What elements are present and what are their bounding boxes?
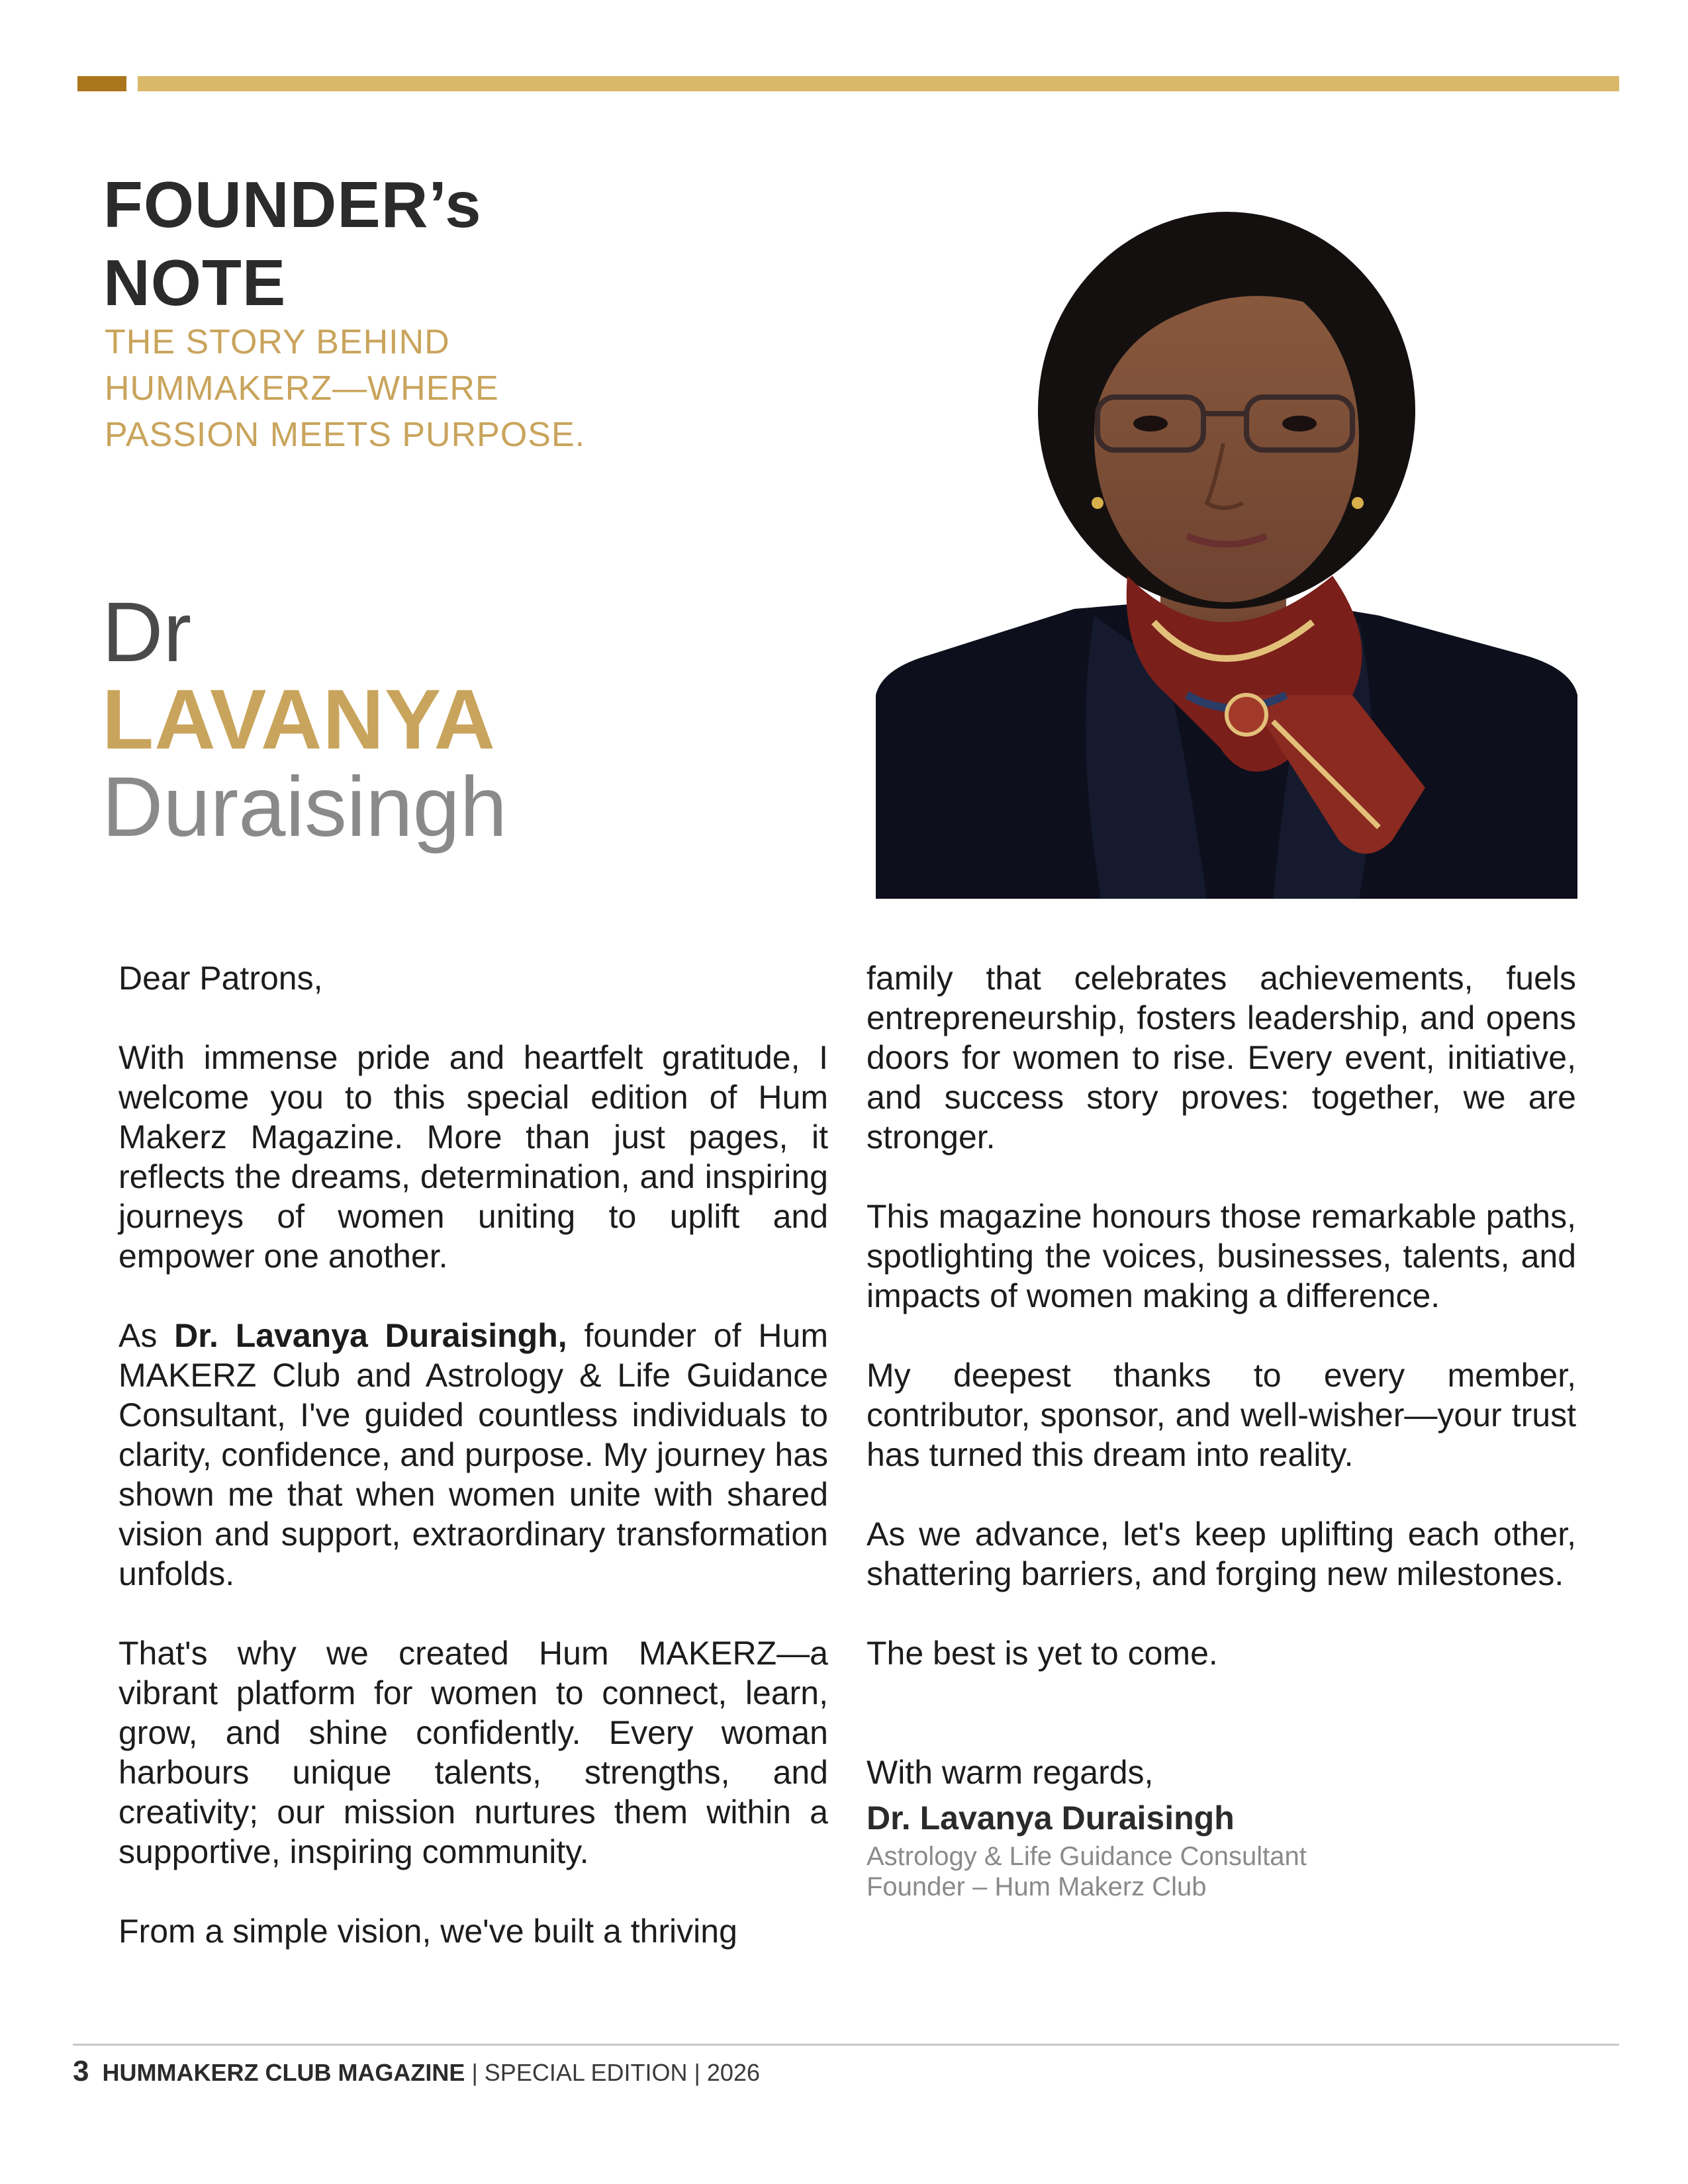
title-line-1: FOUNDER’s: [103, 168, 482, 241]
p2-prefix: As: [118, 1317, 175, 1354]
signature-role-2: Founder – Hum Makerz Club: [867, 1872, 1207, 1901]
subtitle-line-2: HUMMAKERZ—WHERE: [105, 369, 499, 408]
signature-role-1: Astrology & Life Guidance Consultant: [867, 1842, 1307, 1871]
letter-paragraph-8: The best is yet to come.: [867, 1635, 1218, 1672]
letter-closing: With warm regards,: [867, 1754, 1154, 1791]
name-first: LAVANYA: [102, 672, 496, 767]
p2-bold-name: Dr. Lavanya Duraisingh,: [174, 1317, 567, 1354]
title-line-2: NOTE: [103, 246, 287, 319]
page-number: 3: [73, 2055, 89, 2087]
subtitle-line-1: THE STORY BEHIND: [105, 323, 450, 361]
subtitle-line-3: PASSION MEETS PURPOSE.: [105, 416, 586, 454]
letter-paragraph-3: That's why we created Hum MAKERZ—a vibrant platform for women to connect, learn, grow, and shine confidently. Every woman harbours unique talents, strengths, and creativity; our mission nurtures them within a supportive, inspiring community.: [118, 1635, 828, 1870]
footer-separator-2: |: [687, 2059, 707, 2086]
top-accent-bar-short: [77, 76, 126, 91]
p2-rest: founder of Hum MAKERZ Club and Astrology & Life Guidance Consultant, I've guided countless individuals to clarity, confidence, and purpose. My journey has shown me that when women unite with shared vision and support, extraordinary transformation unfolds.: [118, 1317, 828, 1592]
section-title: [103, 165, 567, 322]
founder-name: [102, 585, 764, 854]
letter-salutation: Dear Patrons,: [118, 960, 323, 997]
letter-paragraph-4-continued: family that celebrates achievements, fuels entrepreneurship, fosters leadership, and opens doors for women to rise. Every event, initiative, and success story proves: together, we are stronger.: [867, 960, 1576, 1156]
letter-paragraph-6: My deepest thanks to every member, contributor, sponsor, and well-wisher—your trust has turned this dream into reality.: [867, 1357, 1576, 1473]
letter-paragraph-7: As we advance, let's keep uplifting each other, shattering barriers, and forging new milestones.: [867, 1516, 1576, 1592]
letter-paragraph-2: [118, 1316, 828, 1594]
letter-paragraph-4: From a simple vision, we've built a thriving: [118, 1913, 737, 1950]
edition-label: SPECIAL EDITION: [484, 2059, 688, 2086]
signature-name: Dr. Lavanya Duraisingh: [867, 1799, 1235, 1837]
top-accent-bar-long: [138, 76, 1619, 91]
name-prefix: Dr: [102, 585, 192, 680]
section-subtitle: [105, 319, 700, 458]
letter-paragraph-1: With immense pride and heartfelt gratitude, I welcome you to this special edition of Hum Makerz Magazine. More than just pages, it reflects the dreams, determination, and inspiring journeys of women uniting to uplift and empower one another.: [118, 1039, 828, 1275]
founder-portrait-photo: [876, 192, 1577, 899]
footer-divider: [73, 2044, 1619, 2046]
name-last: Duraisingh: [102, 760, 507, 854]
page-footer: [73, 2057, 760, 2087]
letter-paragraph-5: This magazine honours those remarkable paths, spotlighting the voices, businesses, talents, and impacts of women making a difference.: [867, 1198, 1576, 1314]
letter-column-left: [118, 958, 828, 1951]
footer-separator-1: |: [465, 2059, 485, 2086]
edition-year: 2026: [706, 2059, 760, 2086]
magazine-name: HUMMAKERZ CLUB MAGAZINE: [102, 2059, 465, 2086]
letter-column-right: [867, 958, 1576, 1902]
